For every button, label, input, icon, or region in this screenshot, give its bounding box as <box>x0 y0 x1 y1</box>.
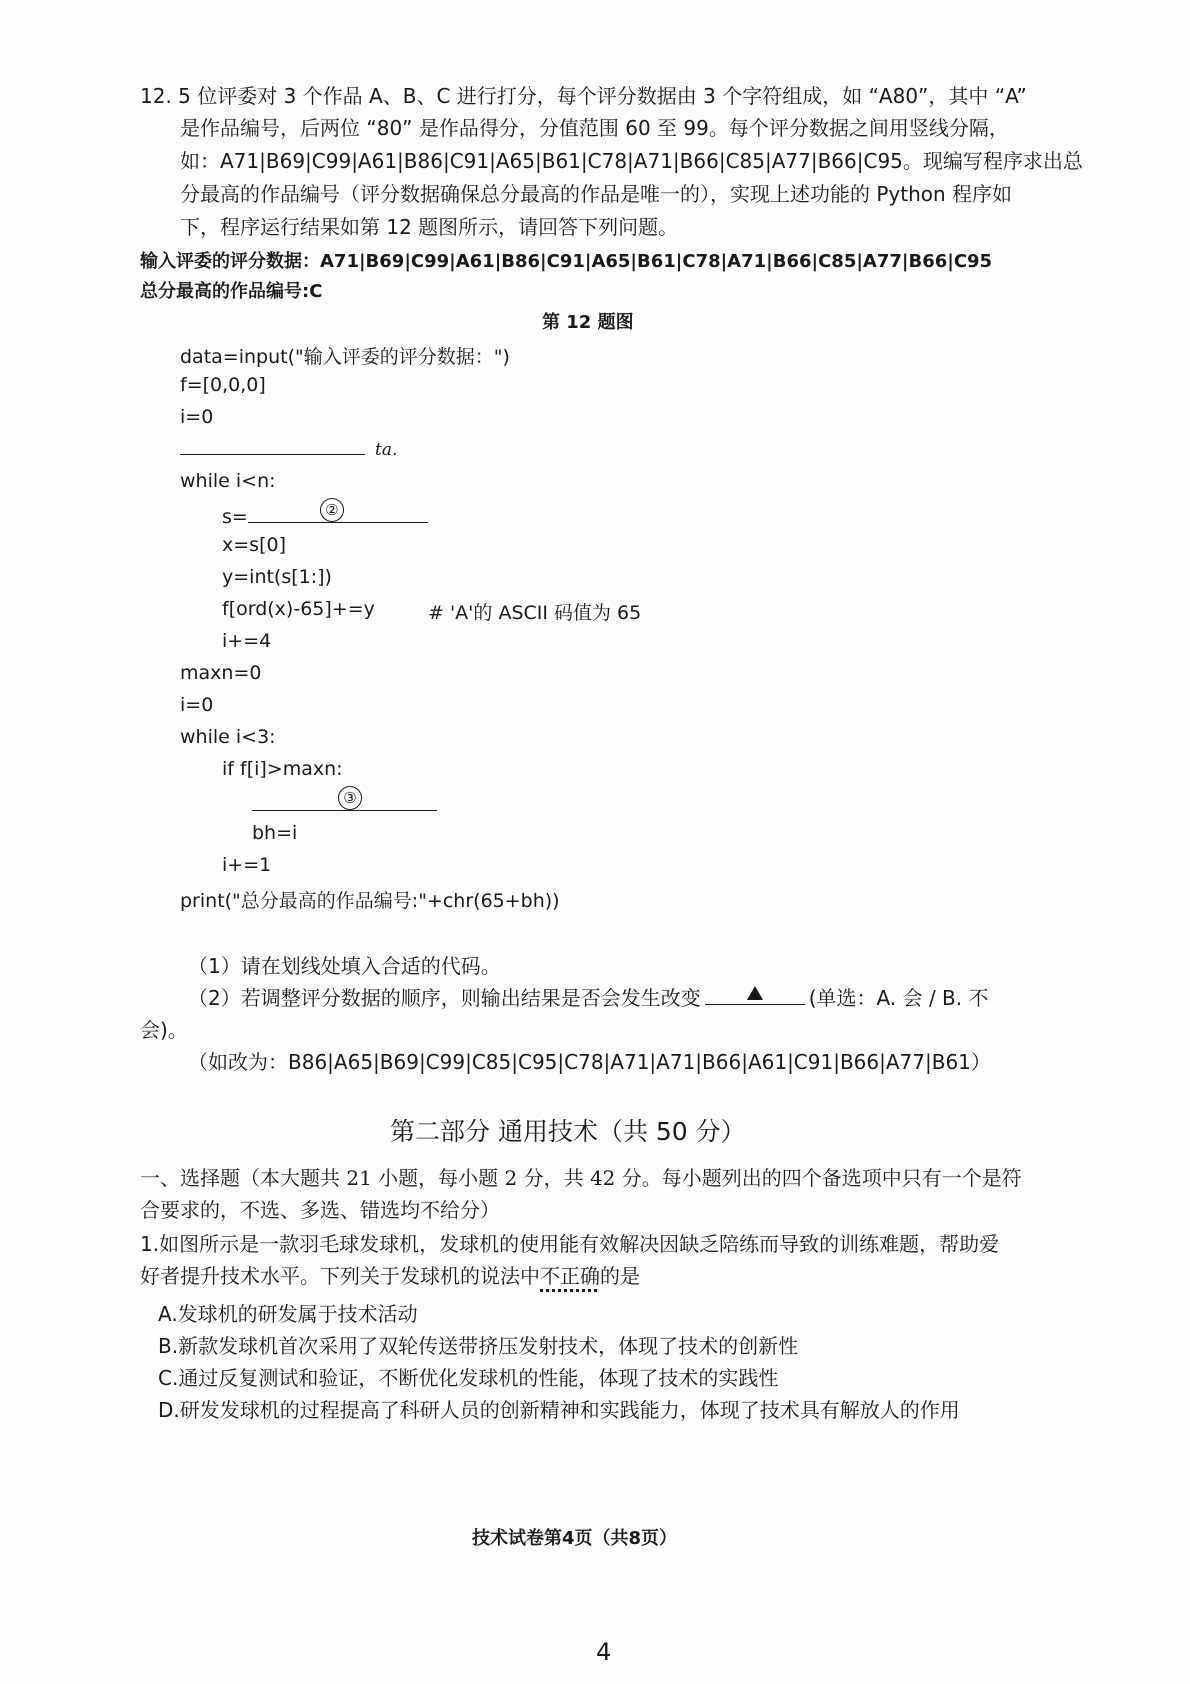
blank-3-marker: ③ <box>338 786 362 810</box>
option-c: C.通过反复测试和验证，不断优化发球机的性能，体现了技术的实践性 <box>158 1366 779 1390</box>
code-line-if: if f[i]>maxn: <box>222 758 343 780</box>
code-line-i-plus-4: i+=4 <box>222 630 272 652</box>
q1-line-2-before: 好者提升技术水平。下列关于发球机的说法中 <box>140 1264 540 1288</box>
sub-question-2-text: （2）若调整评分数据的顺序，则输出结果是否会发生改变 <box>188 986 701 1010</box>
q1-line-2 <box>140 1260 640 1289</box>
code-line-print: print("总分最高的作品编号:"+chr(65+bh)) <box>180 890 560 912</box>
q12-line-1: 12. 5 位评委对 3 个作品 A、B、C 进行打分，每个评分数据由 3 个字符组成，如 “A80”，其中 “A” <box>140 84 1027 108</box>
blank-1-line <box>180 434 365 455</box>
code-line-f-update: f[ord(x)-65]+=y <box>222 598 375 620</box>
code-line-i-reset: i=0 <box>180 694 214 716</box>
answer-blank <box>705 984 805 1005</box>
q1-emphasis: 不正确 <box>540 1264 600 1288</box>
code-line-while-n: while i<n: <box>180 470 276 492</box>
code-line-while-3: while i<3: <box>180 726 276 748</box>
option-d: D.研发发球机的过程提高了科研人员的创新精神和实践能力，体现了技术具有解放人的作用 <box>158 1398 960 1422</box>
q1-line-2-after: 的是 <box>600 1264 640 1288</box>
code-blank-1 <box>180 434 397 460</box>
code-comment-ascii: # 'A'的 ASCII 码值为 65 <box>428 602 642 624</box>
option-b: B.新款发球机首次采用了双轮传送带挤压发射技术，体现了技术的创新性 <box>158 1334 799 1358</box>
code-line-f-init: f=[0,0,0] <box>180 374 266 396</box>
footer-page-label: 技术试卷第4页（共8页） <box>472 1528 678 1549</box>
code-line-x: x=s[0] <box>222 534 286 556</box>
code-line-y: y=int(s[1:]) <box>222 566 332 588</box>
q12-line-5: 下，程序运行结果如第 12 题图所示，请回答下列问题。 <box>180 215 679 239</box>
handwriting-note: ta. <box>375 440 398 460</box>
code-line-s-assign <box>222 502 428 528</box>
code-line-i-plus-1: i+=1 <box>222 854 272 876</box>
code-line-input: data=input("输入评委的评分数据：") <box>180 346 510 368</box>
part2-title: 第二部分 通用技术（共 50 分） <box>390 1117 746 1146</box>
triangle-icon <box>747 986 763 1000</box>
code-line-i-init: i=0 <box>180 406 214 428</box>
code-blank-3 <box>252 790 437 816</box>
section-heading-line-1 <box>140 1162 1022 1191</box>
figure-caption: 第 12 题图 <box>542 312 634 333</box>
option-a: A.发球机的研发属于技术活动 <box>158 1302 418 1326</box>
q1-line-1: 1.如图所示是一款羽毛球发球机，发球机的使用能有效解决因缺乏陪练而导致的训练难题，帮助爱 <box>140 1232 1000 1256</box>
figure-output-line-1: 输入评委的评分数据：A71|B69|C99|A61|B86|C91|A65|B61|C78|A71|B66|C85|A77|B66|C95 <box>140 251 993 272</box>
sub-question-2-options: (单选：A. 会 / B. 不 <box>808 986 989 1010</box>
sub-question-2 <box>188 982 988 1011</box>
code-s-label: s= <box>222 506 248 528</box>
sub-question-1: （1）请在划线处填入合适的代码。 <box>188 954 501 978</box>
q12-line-4: 分最高的作品编号（评分数据确保总分最高的作品是唯一的），实现上述功能的 Python 程序如 <box>180 182 1013 206</box>
page-number: 4 <box>596 1638 612 1666</box>
sub-question-2-example: （如改为：B86|A65|B69|C99|C85|C95|C78|A71|A71|B66|A61|C91|B66|A77|B61） <box>188 1050 991 1074</box>
blank-2-marker: ② <box>320 498 344 522</box>
code-line-maxn: maxn=0 <box>180 662 262 684</box>
section-heading-line-2: 合要求的，不选、多选、错选均不给分） <box>140 1198 500 1222</box>
blank-2-line <box>248 502 428 523</box>
q12-line-3: 如：A71|B69|C99|A61|B86|C91|A65|B61|C78|A71|B66|C85|A77|B66|C95。现编写程序求出总 <box>180 149 1083 173</box>
section-heading-text-1: 一、选择题（本大题共 21 小题，每小题 2 分，共 42 分。每小题列出的四个备选项中只有一个是符 <box>140 1166 1022 1190</box>
code-line-bh: bh=i <box>252 822 298 844</box>
blank-3-line <box>252 790 437 811</box>
sub-question-2-wrap: 会)。 <box>140 1018 188 1042</box>
figure-output-line-2: 总分最高的作品编号:C <box>140 281 323 302</box>
q12-line-2: 是作品编号，后两位 “80” 是作品得分，分值范围 60 至 99。每个评分数据之间用竖线分隔， <box>180 116 1009 140</box>
